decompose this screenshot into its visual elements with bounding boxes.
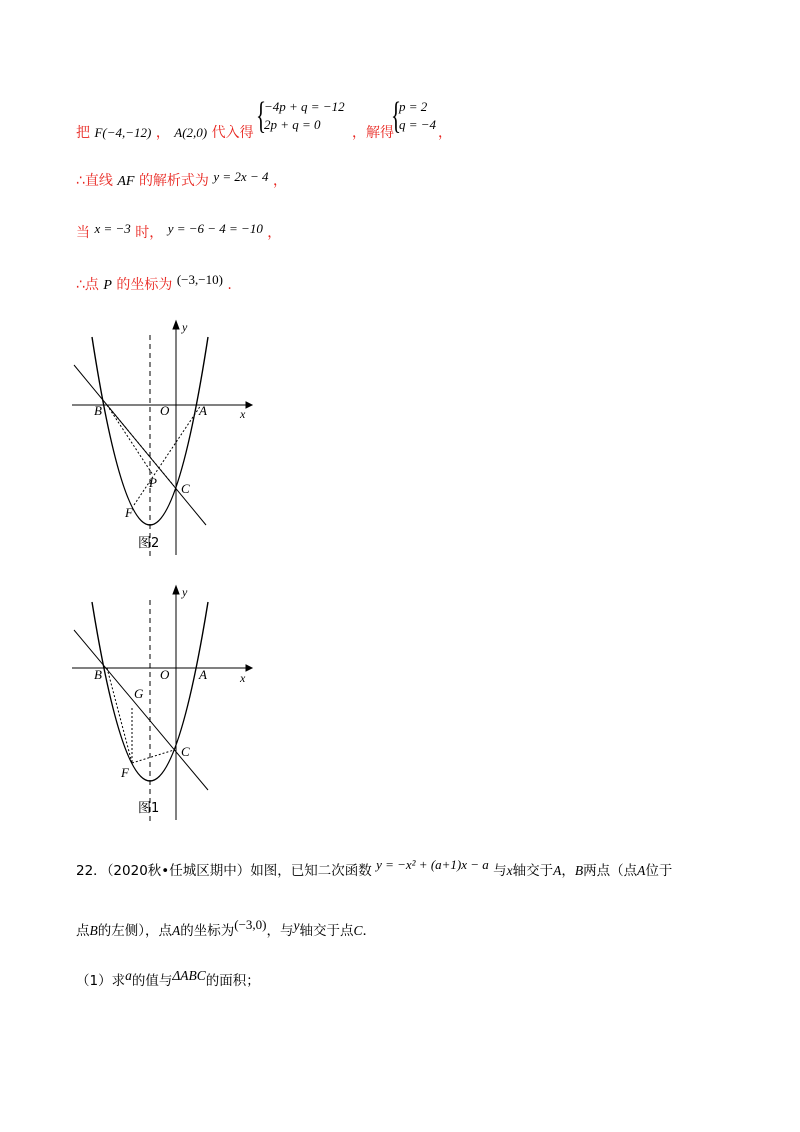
text: 的坐标为 <box>180 923 235 939</box>
text: 轴交于 <box>512 863 554 879</box>
solution-line-1 <box>76 124 254 142</box>
problem-source: （2020秋•任城区期中） <box>106 863 251 879</box>
text: 的面积； <box>205 973 260 989</box>
problem-number: 22． <box>76 863 107 879</box>
text: 点 <box>76 923 90 939</box>
text: 时， <box>135 225 164 241</box>
figure-1 <box>66 580 256 830</box>
label-x: x <box>240 407 246 421</box>
text: ， <box>438 125 452 141</box>
text: 轴交于点 <box>299 923 354 939</box>
var-x: x <box>506 863 513 878</box>
point-F: F(−4,−12) <box>94 125 152 140</box>
figure-2 <box>66 315 256 565</box>
text: 的值与 <box>131 973 173 989</box>
text: ， <box>561 863 575 879</box>
text: 当 <box>76 225 90 241</box>
var-y: y <box>293 918 300 933</box>
point-A: A <box>172 923 181 938</box>
point-B: B <box>574 863 584 878</box>
solution-line-1b <box>352 124 394 142</box>
coordinate: (−3,−10) <box>176 272 223 287</box>
text: 如图，已知二次函数 <box>250 863 372 879</box>
label-x: x <box>240 671 246 685</box>
x-axis-arrow <box>246 402 252 408</box>
equation-row: p = 2 <box>399 99 428 114</box>
solution-line-1c <box>438 124 452 142</box>
text: 与 <box>493 863 507 879</box>
equation-row: 2p + q = 0 <box>264 117 321 132</box>
segment-BF <box>107 668 132 763</box>
label-O: O <box>160 667 170 682</box>
equation-row: −4p + q = −12 <box>264 99 345 114</box>
text: 的坐标为 <box>116 277 173 293</box>
point-P: P <box>103 278 112 293</box>
label-y: y <box>182 585 188 599</box>
y-axis-arrow <box>173 586 179 594</box>
equation: x = −3 <box>94 221 131 236</box>
text: . <box>227 277 232 293</box>
point-A: A <box>637 863 646 878</box>
function-expression: y = −x² + (a+1)x − a <box>376 857 489 872</box>
text: 代入得 <box>211 125 254 141</box>
text: ∴点 <box>76 277 99 293</box>
problem-22-question-1 <box>76 968 260 990</box>
point-A: A <box>553 863 562 878</box>
equation: y = −6 − 4 = −10 <box>167 221 263 236</box>
text: 位于 <box>645 863 673 879</box>
label-C: C <box>181 744 190 759</box>
point-A: A(2,0) <box>174 125 208 140</box>
brace-glyph: { <box>391 95 402 137</box>
caption: 图2 <box>138 536 160 551</box>
text: ， <box>272 173 287 189</box>
problem-22-line-2 <box>76 917 377 940</box>
brace-glyph: { <box>256 95 267 137</box>
segment-FC <box>132 750 174 763</box>
solution-line-4 <box>76 272 232 295</box>
label-O: O <box>160 403 170 418</box>
text: 两点（点 <box>583 863 638 879</box>
line-AF: AF <box>117 174 135 189</box>
label-G: G <box>134 686 144 701</box>
line-BC <box>74 630 208 790</box>
text: ∴直线 <box>76 173 113 189</box>
label-C: C <box>181 481 190 496</box>
label-A: A <box>199 403 207 418</box>
text: 把 <box>76 125 90 141</box>
label-F: F <box>125 505 133 520</box>
text: ，解得 <box>352 125 394 141</box>
y-axis-arrow <box>173 321 179 329</box>
text: ，与 <box>266 923 294 939</box>
var-a: a <box>125 968 132 983</box>
label-A: A <box>199 667 207 682</box>
label-B: B <box>94 403 102 418</box>
label-F: F <box>121 765 129 780</box>
equation-system-1 <box>256 95 356 139</box>
line-BC <box>74 365 206 525</box>
text: 的左侧），点 <box>97 923 172 939</box>
triangle-ABC: ΔABC <box>172 968 206 983</box>
caption: 图1 <box>138 801 160 816</box>
label-y: y <box>182 320 188 334</box>
text: ， <box>267 225 282 241</box>
text: ， <box>155 125 170 141</box>
segment-FA <box>134 405 201 505</box>
text: ． <box>362 923 377 939</box>
label-P: P <box>149 475 157 490</box>
solution-line-3 <box>76 221 282 242</box>
text: （1）求 <box>76 973 126 989</box>
point-C: C <box>353 923 363 938</box>
text: 的解析式为 <box>138 173 209 189</box>
solution-line-2 <box>76 169 287 191</box>
equation: y = 2x − 4 <box>213 169 269 184</box>
equation-system-2 <box>391 95 441 139</box>
point-B: B <box>89 923 98 938</box>
segment-BP <box>107 405 153 475</box>
coordinate: (−3,0) <box>234 917 267 932</box>
label-B: B <box>94 667 102 682</box>
problem-22-line-1 <box>76 857 673 880</box>
equation-row: q = −4 <box>399 117 437 132</box>
x-axis-arrow <box>246 665 252 671</box>
